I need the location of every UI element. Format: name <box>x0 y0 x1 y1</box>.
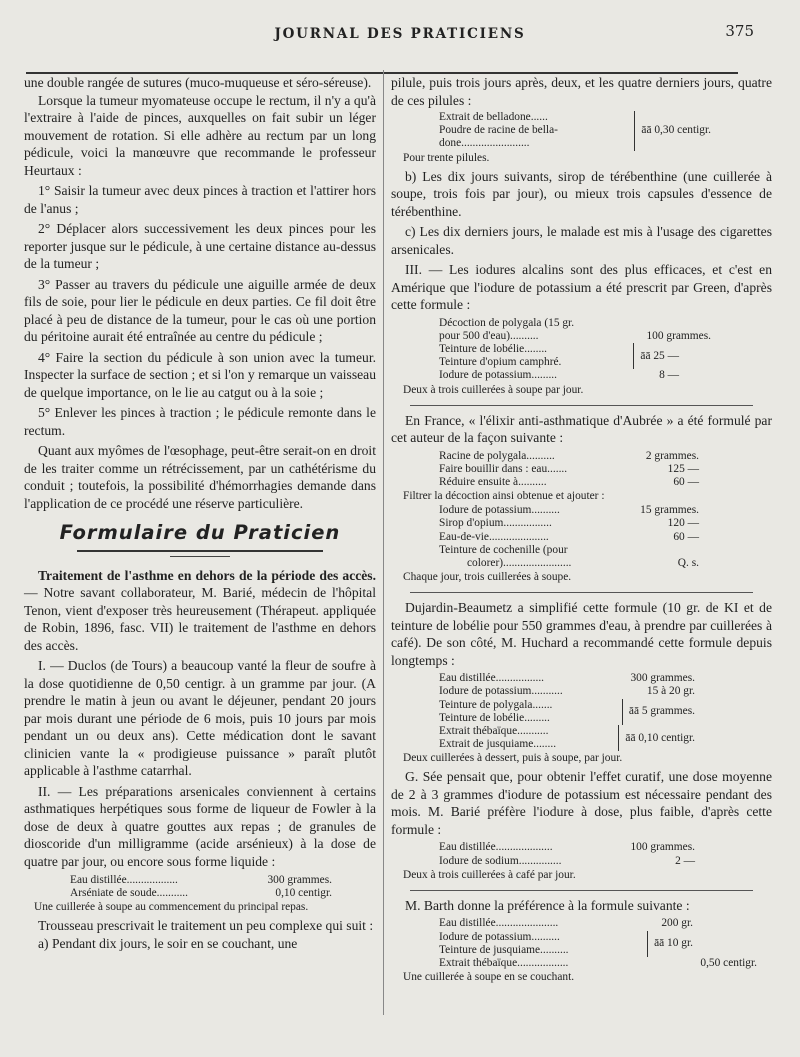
formula-row: Eau distillée................. 300 grammes. <box>439 672 695 685</box>
formula-quantity: āā 0,30 centigr. <box>641 124 711 137</box>
formula-block <box>439 917 757 970</box>
formula-block <box>439 317 711 383</box>
right-column <box>391 74 772 984</box>
paragraph: Quant aux myômes de l'œsophage, peut-être serait-on en droit de les traiter comme un rétrécissement, par un cathétérisme du conduit ; toutefois, la possibilité d'hémorrhagies demande dans l'application de ce procédé une réserve particulière. <box>24 443 376 511</box>
paragraph: une double rangée de sutures (muco-muqueuse et séro-séreuse). <box>24 75 372 90</box>
formula-note: Deux cuillerées à dessert, puis à soupe, par jour. <box>403 752 623 765</box>
separator-rule <box>410 405 753 406</box>
formula-note: Filtrer la décoction ainsi obtenue et ajouter : <box>403 490 605 503</box>
formula-block <box>439 841 695 867</box>
paragraph: pilule, puis trois jours après, deux, et les quatre derniers jours, quatre de ces pilules : <box>391 75 772 108</box>
page-header <box>0 22 800 52</box>
separator-rule <box>410 592 753 593</box>
step-item: 2° Déplacer alors successivement les deux pinces pour les reporter jusque sur le pédicule, à une certaine distance au-dessus de la tumeur ; <box>24 221 376 271</box>
paragraph: Lorsque la tumeur myomateuse occupe le rectum, il n'y a qu'à l'extraire à l'aide de pinces, auxquelles on fait subir un léger mouvement de rotation. Si elle adhère au rectum par un long pédicule, voici la manœuvre que recommande le professeur Heurtaux : <box>24 92 376 178</box>
paragraph: III. — Les iodures alcalins sont des plus efficaces, et c'est en Amérique que l'iodure de potassium a été prescrit par Green, d'après cette formule : <box>391 262 772 313</box>
formula-row: Poudre de racine de bella- <box>439 124 558 137</box>
formula-block <box>439 672 695 751</box>
formula-row: Teinture de cochenille (pour <box>439 543 568 556</box>
formula-row: Iodure de potassium.......... <box>439 930 560 943</box>
formula-row: Sirop d'opium................. 120 — <box>439 517 699 530</box>
formula-brace <box>439 699 695 725</box>
column-divider <box>383 70 384 1015</box>
journal-title: JOURNAL DES PRATICIENS <box>274 26 526 42</box>
formula-row: Iodure de potassium......... 8 — <box>439 369 679 382</box>
formula-note: Une cuillerée à soupe en se couchant. <box>403 971 575 984</box>
step-item: 3° Passer au travers du pédicule une aiguille armée de deux fils de soie, pour lier le pédicule en deux parties. Ce fil doit être placé à peu de distance de la tumeur, pour le cas où une portion du péritoine aurait été entraînée au centre du pédicule ; <box>24 276 376 344</box>
formula-row: Réduire ensuite à.......... 60 — <box>439 476 699 489</box>
formula-block <box>439 450 699 490</box>
formula-quantity: āā 5 grammes. <box>628 705 695 718</box>
separator-rule <box>410 890 753 891</box>
formula-quantity: āā 10 gr. <box>654 937 693 950</box>
formula-quantity: āā 25 — <box>640 349 679 362</box>
formula-block <box>70 874 332 900</box>
formula-row: Extrait thébaïque........... <box>439 725 549 738</box>
formula-block <box>439 504 699 570</box>
paragraph: M. Barth donne la préférence à la formule suivante : <box>405 897 690 913</box>
section-short-rule <box>170 556 230 557</box>
formula-row: Arséniate de soude........... 0,10 centigr. <box>70 887 332 900</box>
paragraph: En France, « l'élixir anti-asthmatique d'Aubrée » a été formulé par cet auteur de la façon suivante : <box>391 412 772 446</box>
formula-row: Teinture d'opium camphré. <box>439 356 562 369</box>
paragraph: b) Les dix jours suivants, sirop de térébenthine (une cuillerée à soupe, trois fois par jour), ou mieux trois capsules d'essence de térébenthine. <box>391 168 772 219</box>
paragraph: II. — Les préparations arsenicales conviennent à certains asthmatiques herpétiques sous forme de liqueur de Fowler à la dose de deux à quatre gouttes aux repas ; de granules de dioscoride d'un milligramme (acide arsénieux) à la dose de quatre par jour, ou encore sous forme liquide : <box>24 783 376 869</box>
formula-row: Teinture de jusquiame.......... <box>439 943 569 956</box>
formula-row: Iodure de sodium............... 2 — <box>439 854 695 867</box>
formula-row: Eau distillée.................... 100 grammes. <box>439 841 695 854</box>
formula-row: Extrait thébaïque.................. 0,50 centigr. <box>439 956 757 969</box>
formula-brace <box>439 725 695 751</box>
step-item: 1° Saisir la tumeur avec deux pinces à traction et l'attirer hors de l'anus ; <box>24 183 376 216</box>
formula-note: Pour trente pilules. <box>403 151 490 164</box>
formula-row: Iodure de potassium.......... 15 grammes. <box>439 504 699 517</box>
paragraph: Trousseau prescrivait le traitement un peu complexe qui suit : <box>38 918 374 934</box>
formula-note: Deux à trois cuillerées à soupe par jour. <box>403 383 584 396</box>
formula-row: Eau distillée.................. 300 grammes. <box>70 874 332 886</box>
formula-row: done........................ <box>439 137 530 150</box>
formula-row: Extrait de jusquiame........ <box>439 738 557 751</box>
paragraph: I. — Duclos (de Tours) a beaucoup vanté la fleur de soufre à la dose quotidienne de 0,50 centigr. à un gramme par jour. (A prendre le matin à jeun ou avant le déjeuner, pendant 20 jours par mois durant une période de 6 mois, puis 10 jours par mois pendant un ou deux ans). Cette médication dont le savant clinicien vante la « prodigieuse puissance » paraît plutôt applicable à l'asthme catarrhal. <box>24 658 376 778</box>
formula-row: Extrait de belladone...... <box>439 111 548 123</box>
formula-brace <box>439 343 679 369</box>
formula-block <box>439 111 711 151</box>
formula-row: Eau distillée...................... 200 gr. <box>439 917 693 930</box>
paragraph: Dujardin-Beaumetz a simplifié cette formule (10 gr. de KI et de teinture de lobélie pour 550 grammes d'eau, à prendre par cuillerées à café). De son côté, M. Huchard a recommandé cette formule depuis longtemps : <box>391 600 772 668</box>
formula-row: Décoction de polygala (15 gr. <box>439 316 575 329</box>
formula-row: Teinture de lobélie......... <box>439 711 550 724</box>
step-item: 5° Enlever les pinces à traction ; le pédicule remonte dans le rectum. <box>24 405 376 438</box>
formula-row: Teinture de lobélie........ <box>439 343 548 356</box>
section-title: Formulaire du Praticien <box>59 521 341 544</box>
paragraph: G. Sée pensait que, pour obtenir l'effet curatif, une dose moyenne de 2 à 3 grammes d'iodure de potassium est nécessaire pendant des mois. M. Barié préfère l'iodure à dose, plus faible, d'après cette formule : <box>391 769 772 837</box>
formula-row: Teinture de polygala....... <box>439 698 553 711</box>
formula-row: Faire bouillir dans : eau....... 125 — <box>439 462 699 475</box>
article-title: Traitement de l'asthme en dehors de la période des accès. <box>38 567 376 583</box>
page-number: 375 <box>725 22 754 40</box>
formula-row: colorer)........................ Q. s. <box>467 557 699 570</box>
formula-note: Deux à trois cuillerées à café par jour. <box>403 868 576 881</box>
formula-note: Une cuillerée à soupe au commencement du principal repas. <box>34 901 309 914</box>
formula-brace <box>439 931 693 957</box>
article-lead: Traitement de l'asthme en dehors de la période des accès. — Notre savant collaborateur, M. Barié, médecin de l'hôpital Tenon, vient d'exposer très heureusement (Thérapeut. appliquée de Robin, 1896, fasc. VII) le traitement de l'asthme en dehors des accès. <box>24 567 376 653</box>
left-column <box>24 74 376 952</box>
formula-row: Racine de polygala.......... 2 grammes. <box>439 449 699 462</box>
formula-note: Chaque jour, trois cuillerées à soupe. <box>403 571 572 584</box>
formula-row: Eau-de-vie..................... 60 — <box>439 530 699 543</box>
section-rule <box>77 550 323 552</box>
paragraph: a) Pendant dix jours, le soir en se couchant, une <box>38 935 298 951</box>
formula-row: Iodure de potassium........... 15 à 20 gr. <box>439 685 695 698</box>
formula-quantity: āā 0,10 centigr. <box>625 731 695 744</box>
paragraph: c) Les dix derniers jours, le malade est mis à l'usage des cigarettes arsenicales. <box>391 224 772 257</box>
step-item: 4° Faire la section du pédicule à son union avec la tumeur. Inspecter la surface de section ; et si l'on y remarque un vaisseau de quelque importance, on le lie au catgut ou à la soie ; <box>24 349 376 400</box>
formula-row: pour 500 d'eau).......... 100 grammes. <box>439 329 711 342</box>
